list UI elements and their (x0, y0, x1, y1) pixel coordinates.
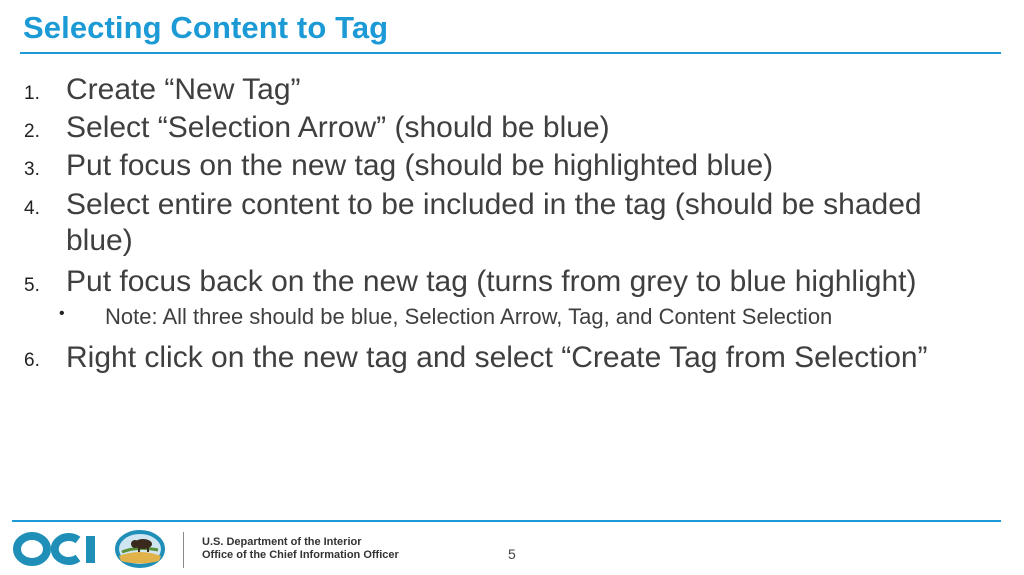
step-text: Put focus on the new tag (should be highlighted blue) (66, 149, 774, 182)
logo-separator (183, 532, 184, 568)
bullet-icon: • (59, 305, 65, 322)
page-number: 5 (508, 546, 516, 562)
step-text: Select entire content to be included in the tag (should be shaded blue) (66, 188, 922, 257)
step-text: Select “Selection Arrow” (should be blue) (66, 111, 610, 144)
step-number: 5. (24, 275, 40, 296)
ocio-logo (12, 528, 167, 570)
footer-rule (12, 520, 1001, 522)
step-number: 1. (24, 83, 40, 104)
org-name-line1: U.S. Department of the Interior (202, 536, 362, 548)
step-text: Create “New Tag” (66, 73, 301, 106)
org-name-line2: Office of the Chief Information Officer (202, 549, 399, 561)
slide-title: Selecting Content to Tag (23, 10, 389, 45)
step-number: 2. (24, 121, 40, 142)
step-number: 3. (24, 159, 40, 180)
step-text: Right click on the new tag and select “Create Tag from Selection” (66, 341, 928, 374)
step-number: 4. (24, 198, 40, 219)
step-text: Put focus back on the new tag (turns from grey to blue highlight) (66, 265, 917, 298)
title-underline (20, 52, 1001, 54)
ocio-logo-icon (12, 528, 167, 570)
note-text: Note: All three should be blue, Selection Arrow, Tag, and Content Selection (105, 304, 833, 329)
step-number: 6. (24, 350, 40, 371)
